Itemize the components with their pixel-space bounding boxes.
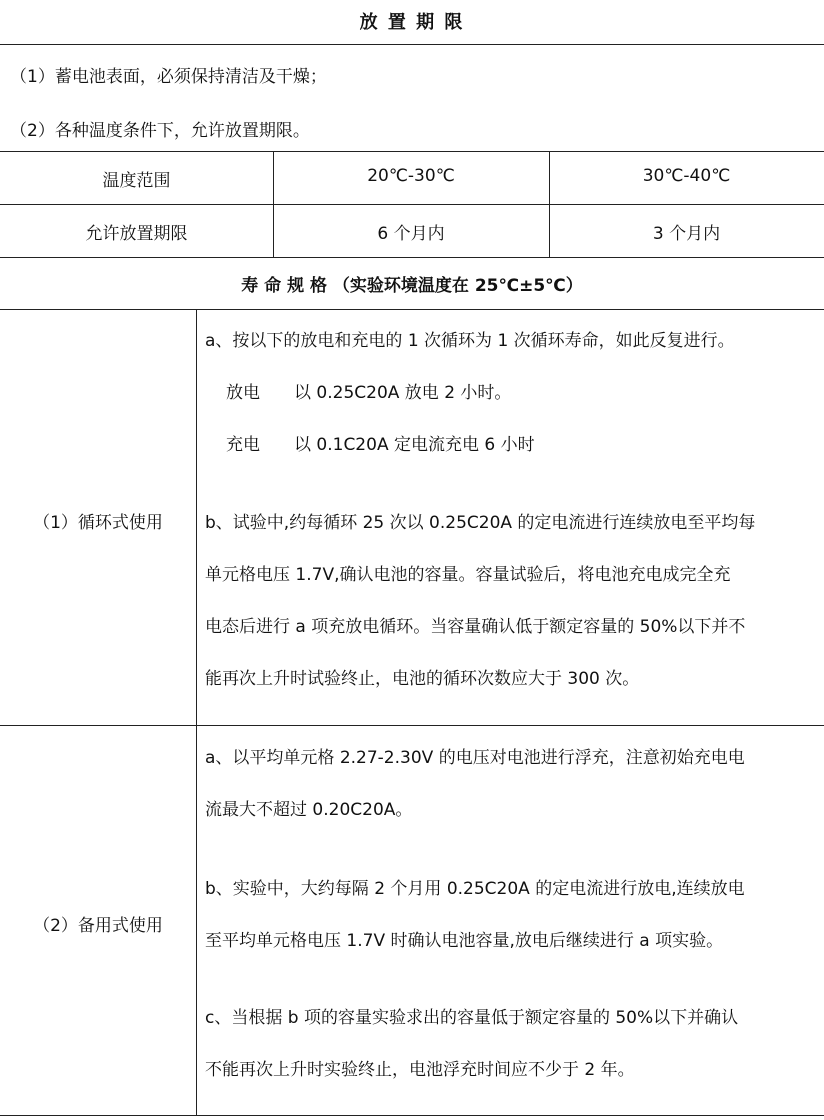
storage-header-temp: 温度范围: [102, 171, 171, 191]
divider: [0, 725, 824, 726]
cycle-line-b3: 电态后进行 a 项充放电循环。当容量确认低于额定容量的 50%以下并不: [205, 617, 746, 637]
divider: [0, 44, 824, 45]
standby-line-b2: 至平均单元格电压 1.7V 时确认电池容量,放电后继续进行 a 项实验。: [205, 931, 724, 951]
standby-line-c1: c、当根据 b 项的容量实验求出的容量低于额定容量的 50%以下并确认: [205, 1008, 739, 1028]
life-spec-title: 寿 命 规 格 （实验环境温度在 25℃±5℃）: [241, 276, 583, 296]
storage-row-value1: 6 个月内: [377, 224, 445, 244]
standby-line-c2: 不能再次上升时实验终止，电池浮充时间应不少于 2 年。: [205, 1060, 635, 1080]
cycle-line-b2: 单元格电压 1.7V,确认电池的容量。容量试验后，将电池充电成完全充: [205, 565, 731, 585]
storage-row-label: 允许放置期限: [85, 224, 188, 244]
storage-header-range1: 20℃-30℃: [367, 166, 455, 186]
divider: [0, 1115, 824, 1116]
divider: [196, 309, 197, 1116]
divider: [0, 151, 824, 152]
storage-row-value2: 3 个月内: [652, 224, 721, 244]
cycle-line-b4: 能再次上升时试验终止，电池的循环次数应大于 300 次。: [205, 669, 640, 689]
divider: [0, 309, 824, 310]
cycle-line-a: a、按以下的放电和充电的 1 次循环为 1 次循环寿命，如此反复进行。: [205, 331, 735, 351]
divider: [0, 204, 824, 205]
cycle-line-charge: 充电 以 0.1C20A 定电流充电 6 小时: [226, 435, 535, 455]
storage-period-title: 放 置 期 限: [359, 12, 465, 33]
cycle-line-b1: b、试验中,约每循环 25 次以 0.25C20A 的定电流进行连续放电至平均每: [205, 513, 756, 533]
standby-line-b1: b、实验中，大约每隔 2 个月用 0.25C20A 的定电流进行放电,连续放电: [205, 879, 745, 899]
standby-use-label: （2）备用式使用: [33, 916, 163, 936]
note-2: （2）各种温度条件下，允许放置期限。: [10, 121, 310, 141]
standby-line-a1: a、以平均单元格 2.27-2.30V 的电压对电池进行浮充，注意初始充电电: [205, 748, 745, 768]
cycle-use-label: （1）循环式使用: [33, 513, 163, 533]
storage-header-range2: 30℃-40℃: [642, 166, 731, 186]
note-1: （1）蓄电池表面，必须保持清洁及干燥；: [10, 67, 327, 87]
cycle-line-discharge: 放电 以 0.25C20A 放电 2 小时。: [226, 383, 512, 403]
divider: [0, 257, 824, 258]
standby-line-a2: 流最大不超过 0.20C20A。: [205, 800, 413, 820]
